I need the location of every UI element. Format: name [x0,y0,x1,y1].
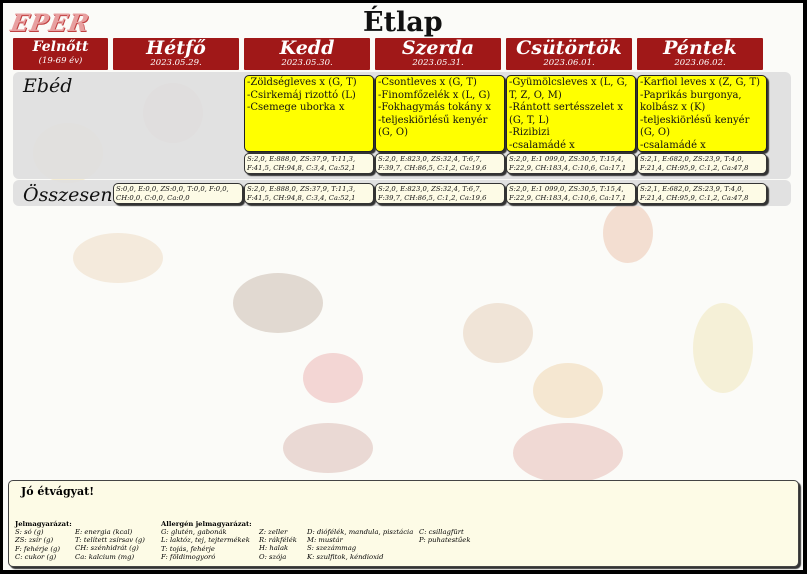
bun-decoration [463,303,533,363]
allergen-legend-col4 [419,528,470,544]
meal-item: -csalamádé x [640,139,706,151]
meal-item: -Csirkemáj rizottó (L) [247,89,356,101]
meal-item: -Rizibizi [509,127,550,139]
nutrition-tuesday: S:2,0, E:888,0, ZS:37,9, T:11,3, F:41,5, CH:94,8, C:3,4, Ca:52,1 [244,153,374,174]
meal-item: -Zöldségleves x (G, T) [247,77,357,88]
nutrition-legend-col2 [75,528,145,561]
allergen-legend-title: Allergén jelmagyarázat: [161,520,252,528]
legend-item: T: telített zsírsav (g) [75,536,145,545]
meal-item: -Gyümölcsleves x (L, G, T, Z, O, M) [509,77,628,101]
allergen-item: F: földimogyoró [161,552,216,561]
allergen-item: G: glutén, gabonák [161,528,227,537]
legend-item: F: fehérje (g) [15,544,61,553]
meal-item: -teljeskiörlésű kenyér (G, O) [640,114,750,139]
jar-decoration [603,203,653,263]
meal-item: -Csontleves x (G, T) [378,77,477,88]
total-row-label: Összesen [23,184,113,206]
allergen-item: M: mustár [307,536,343,545]
meal-item: -Rántott sertésszelet x (G, T, L) [509,102,623,126]
meal-item: -teljeskiörlésű kenyér (G, O) [378,114,488,139]
total-thursday: S:2,0, E:1 099,0, ZS:30,5, T:15,4, F:22,9, CH:183,4, C:10,6, Ca:17,1 [506,183,636,204]
legend-item: ZS: zsír (g) [15,536,54,545]
allergen-legend-col3 [307,528,413,561]
meal-box-wednesday [375,75,505,152]
nutrition-friday: S:2,1, E:682,0, ZS:23,9, T:4,0, F:21,4, CH:95,9, C:1,2, Ca:47,8 [637,153,767,174]
total-wednesday: S:2,0, E:823,0, ZS:32,4, T:6,7, F:39,7, CH:86,5, C:1,2, Ca:19,6 [375,183,505,204]
allergen-item: T: tojás, fehérje [161,544,215,553]
meal-item: -Karfiol leves x (Z, G, T) [640,77,761,88]
day-name: Kedd [279,37,335,59]
day-name: Szerda [401,37,475,59]
meal-box-tuesday [244,75,374,152]
allergen-item: H: halak [259,544,289,553]
total-tuesday: S:2,0, E:888,0, ZS:37,9, T:11,3, F:41,5, CH:94,8, C:3,4, Ca:52,1 [244,183,374,204]
legend-item: CH: szénhidrát (g) [75,544,139,553]
day-date: 2023.05.31. [412,58,464,68]
allergen-legend-col2 [259,528,297,561]
day-header-tuesday [244,38,370,70]
legend-item: E: energia (kcal) [75,528,133,536]
squash-decoration [533,363,603,418]
meal-box-friday [637,75,767,152]
eper-logo: EPER [8,8,93,37]
nutrition-wednesday: S:2,0, E:823,0, ZS:32,4, T:6,7, F:39,7, CH:86,5, C:1,2, Ca:19,6 [375,153,505,174]
meal-item: -Finomfőzelék x (L, G) [378,89,491,101]
allergen-item: C: csillagfürt [419,528,464,536]
day-date: 2023.05.29. [150,58,202,68]
day-header-friday [637,38,763,70]
meal-item: -Paprikás burgonya, kolbász x (K) [640,89,742,114]
total-friday: S:2,1, E:682,0, ZS:23,9, T:4,0, F:21,4, CH:95,9, C:1,2, Ca:47,8 [637,183,767,204]
allergen-legend-col1 [161,520,252,561]
bread-decoration [73,233,163,283]
allergen-item: D: diófélék, mandula, pisztácia [307,528,414,536]
allergen-item: K: szulfitok, kéndioxid [307,552,384,561]
group-header [13,38,108,70]
legend-item: C: cukor (g) [15,552,57,561]
lunch-row-label: Ebéd [23,75,73,97]
day-header-wednesday [375,38,501,70]
oil-bottle-decoration [693,303,753,393]
meal-box-thursday [506,75,636,152]
legend-title: Jelmagyarázat: [15,520,72,528]
legend-item: S: só (g) [15,528,44,537]
group-age-range: (19-69 év) [38,56,83,66]
meal-item: -Csemege uborka x [247,102,345,114]
footer-legend-panel [8,480,799,567]
allergen-item: P: puhatestűek [419,536,471,545]
allergen-item: Z: zeller [259,528,288,536]
greeting-text: Jó étvágyat! [21,485,95,498]
day-name: Csütörtök [516,37,622,59]
day-header-monday [113,38,239,70]
pizza-decoration [513,423,623,483]
meal-item: -Fokhagymás tokány x [378,102,492,114]
allergen-item: S: szezámmag [307,544,357,553]
allergen-item: L: laktóz, tej, tejtermékek [161,536,250,545]
total-monday: S:0,0, E:0,0, ZS:0,0, T:0,0, F:0,0, CH:0,0, C:0,0, Ca:0,0 [113,183,243,204]
allergen-item: O: szója [259,552,287,561]
dark-bread-decoration [233,273,323,333]
allergen-item: R: rákfélék [259,536,297,545]
day-name: Hétfő [146,37,206,59]
group-name: Felnőtt [32,39,89,55]
day-date: 2023.05.30. [281,58,333,68]
sausage-decoration [283,423,373,473]
meal-item: -csalamádé x [509,139,575,151]
day-name: Péntek [663,37,737,59]
nutrition-legend-col1 [15,520,72,561]
day-date: 2023.06.01. [543,58,595,68]
day-header-thursday [506,38,632,70]
legend-item: Ca: kalcium (mg) [75,552,135,561]
nutrition-thursday: S:2,0, E:1 099,0, ZS:30,5, T:15,4, F:22,9, CH:183,4, C:10,6, Ca:17,1 [506,153,636,174]
tomato-decoration-2 [303,353,363,403]
menu-page [3,3,803,570]
day-date: 2023.06.02. [674,58,726,68]
page-title: Étlap [363,7,443,38]
